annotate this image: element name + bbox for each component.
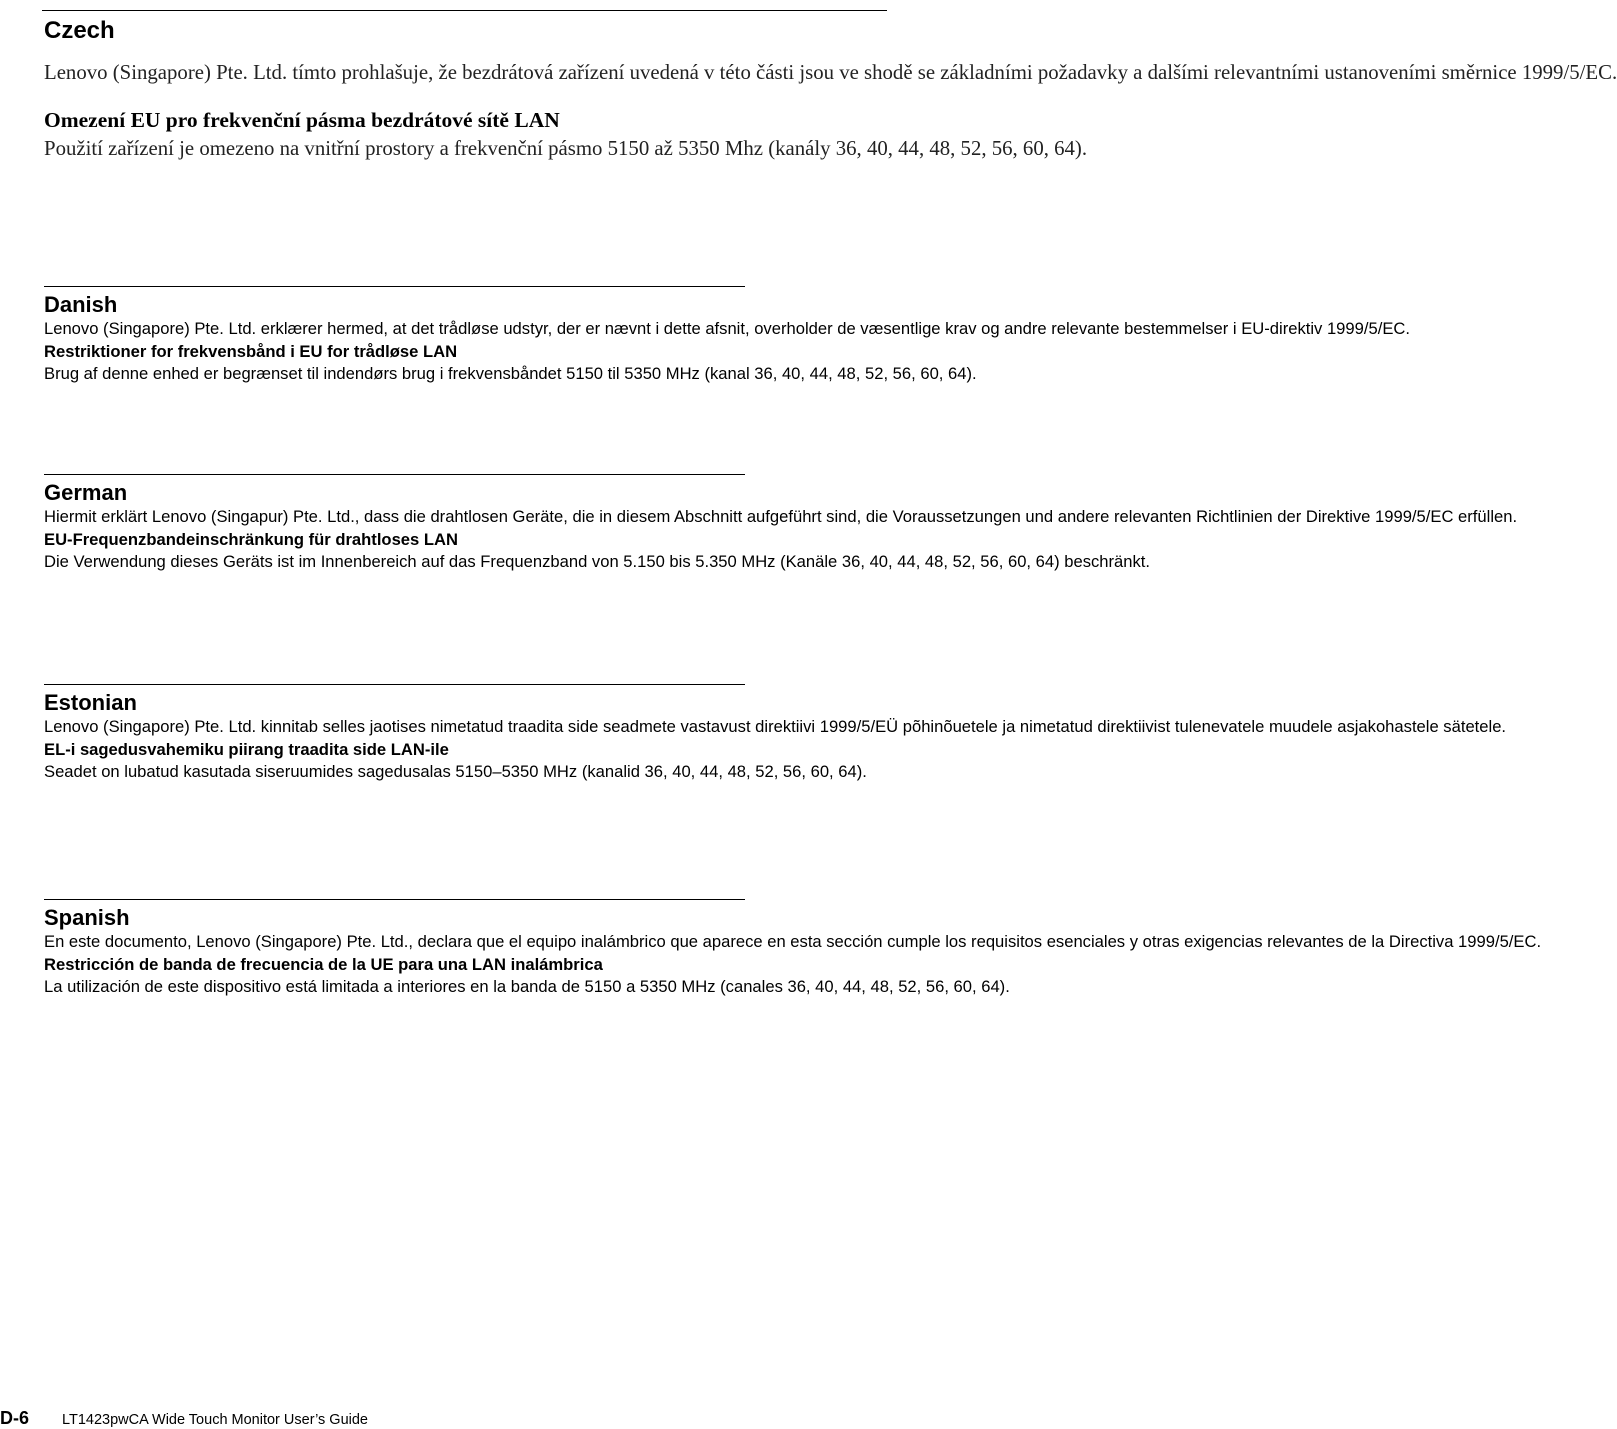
danish-declaration: Lenovo (Singapore) Pte. Ltd. erklærer hermed, at det trådløse udstyr, der er nævnt i dette afsnit, overholder de væsentlige krav og andre relevante bestemmelser i EU-direktiv 1999/5/EC. xyxy=(44,319,1410,338)
estonian-subheading: EL-i sagedusvahemiku piirang traadita side LAN-ile xyxy=(44,739,449,759)
section-divider xyxy=(44,899,745,900)
document-title: LT1423pwCA Wide Touch Monitor User’s Guide xyxy=(62,1412,368,1428)
section-heading-estonian: Estonian xyxy=(44,690,137,715)
german-declaration: Hiermit erklärt Lenovo (Singapur) Pte. Ltd., dass die drahtlosen Geräte, die in diesem Abschnitt aufgeführt sind, die Voraussetzungen und andere relevanten Richtlinien der Direktive 1999/5/EC erfüllen. xyxy=(44,507,1518,526)
section-heading-spanish: Spanish xyxy=(44,905,130,930)
section-spanish xyxy=(44,899,1541,999)
page-number: D-6 xyxy=(0,1408,30,1428)
czech-subheading: Omezení EU pro frekvenční pásma bezdrátové sítě LAN xyxy=(44,108,560,133)
estonian-declaration: Lenovo (Singapore) Pte. Ltd. kinnitab selles jaotises nimetatud traadita side seadmete vastavust direktiivi 1999/5/EÜ põhinõuetele ja nimetatud direktiivist tulenevatele muudele asjakohastele sätetele. xyxy=(44,717,1507,736)
section-czech xyxy=(44,14,1617,165)
section-divider xyxy=(44,286,745,287)
section-estonian xyxy=(44,684,1506,784)
estonian-restriction: Seadet on lubatud kasutada siseruumides sagedusalas 5150–5350 MHz (kanalid 36, 40, 44, 48, 52, 56, 60, 64). xyxy=(44,762,867,781)
section-german xyxy=(44,474,1517,574)
spanish-subheading: Restricción de banda de frecuencia de la UE para una LAN inalámbrica xyxy=(44,954,603,974)
spanish-declaration: En este documento, Lenovo (Singapore) Pte. Ltd., declara que el equipo inalámbrico que aparece en esta sección cumple los requisitos esenciales y otras exigencias relevantes de la Directiva 1999/5/EC. xyxy=(44,932,1542,951)
spanish-restriction: La utilización de este dispositivo está limitada a interiores en la banda de 5150 a 5350 MHz (canales 36, 40, 44, 48, 52, 56, 60, 64). xyxy=(44,977,1010,996)
german-subheading: EU-Frequenzbandeinschränkung für drahtloses LAN xyxy=(44,529,458,549)
section-danish xyxy=(44,286,1410,386)
czech-restriction: Použití zařízení je omezeno na vnitřní prostory a frekvenční pásmo 5150 až 5350 Mhz (kanály 36, 40, 44, 48, 52, 56, 60, 64). xyxy=(44,137,1088,161)
section-divider xyxy=(44,684,745,685)
section-heading-czech: Czech xyxy=(44,17,115,44)
danish-subheading: Restriktioner for frekvensbånd i EU for trådløse LAN xyxy=(44,341,458,361)
section-heading-german: German xyxy=(44,480,128,505)
section-divider xyxy=(44,474,745,475)
german-restriction: Die Verwendung dieses Geräts ist im Innenbereich auf das Frequenzband von 5.150 bis 5.350 MHz (Kanäle 36, 40, 44, 48, 52, 56, 60, 64) beschränkt. xyxy=(44,552,1151,571)
page-footer xyxy=(0,1408,368,1429)
top-rule xyxy=(42,10,887,11)
czech-declaration: Lenovo (Singapore) Pte. Ltd. tímto prohlašuje, že bezdrátová zařízení uvedená v této části jsou ve shodě se základními požadavky a dalšími relevantními ustanoveními směrnice 1999/5/EC. xyxy=(44,61,1617,84)
danish-restriction: Brug af denne enhed er begrænset til indendørs brug i frekvensbåndet 5150 til 5350 MHz (kanal 36, 40, 44, 48, 52, 56, 60, 64). xyxy=(44,364,977,383)
section-heading-danish: Danish xyxy=(44,292,118,317)
